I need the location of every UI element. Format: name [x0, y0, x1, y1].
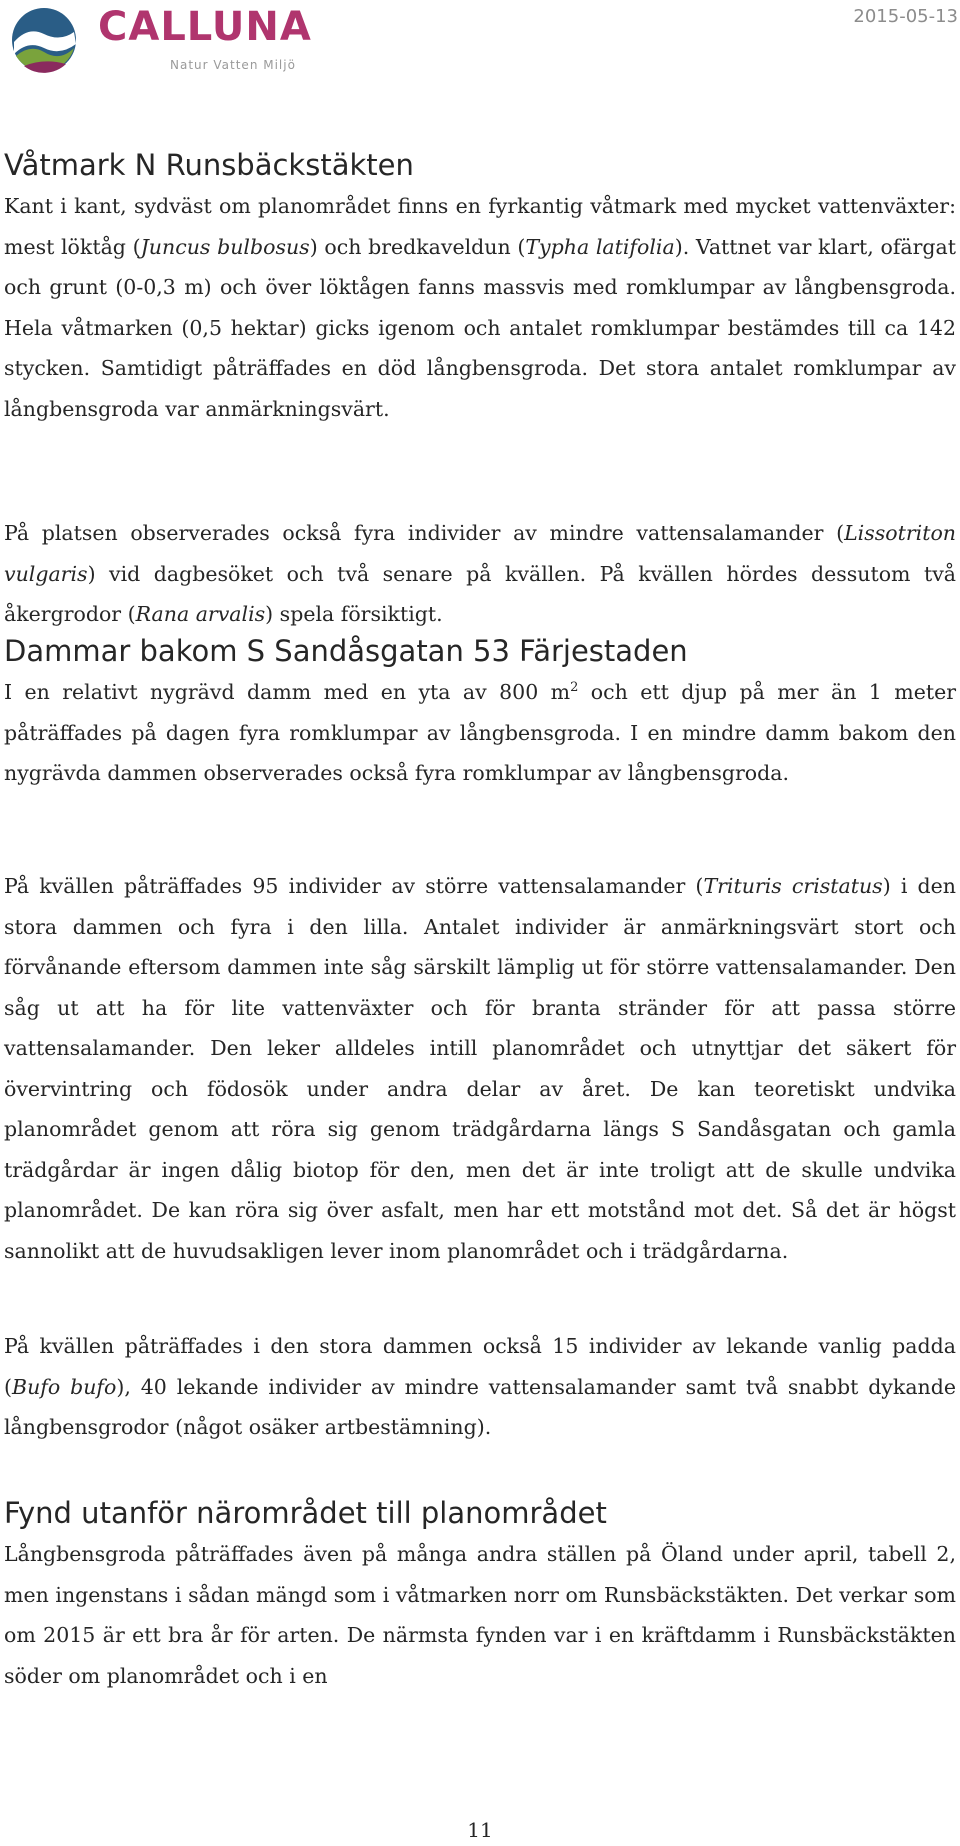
section-heading-vatmark: Våtmark N Runsbäckstäkten	[4, 148, 414, 182]
section-heading-fynd: Fynd utanför närområdet till planområdet	[4, 1496, 607, 1530]
header-date: 2015-05-13	[853, 6, 958, 27]
paragraph-dammar-3: På kvällen påträffades i den stora dammen också 15 individer av lekande vanlig padda (Bufo bufo), 40 lekande individer av mindre vattensalamander samt två snabbt dykande långbensgrodor (något osäker artbestämning).	[4, 1334, 956, 1439]
paragraph-dammar-1: I en relativt nygrävd damm med en yta av 800 $m^2$ och ett djup på mer än 1 meter påträffades på dagen fyra romklumpar av långbensgroda. I en mindre damm bakom den nygrävda dammen observerades också fyra romklumpar av långbensgroda.	[4, 680, 956, 785]
paragraph-dammar-2: På kvällen påträffades 95 individer av större vattensalamander (Trituris cristatus) i den stora dammen och fyra i den lilla. Antalet individer är anmärkningsvärt stort och förvånande eftersom dammen inte såg särskilt lämplig ut för större vattensalamander. Den såg ut att ha för lite vattenväxter och för branta stränder för att passa större vattensalamander. Den leker alldeles intill planområdet och utnyttjar det säkert för övervintring och födosök under andra delar av året. De kan teoretiskt undvika planområdet genom att röra sig genom trädgårdarna längs S Sandåsgatan och gamla trädgårdar är ingen dålig biotop för den, men det är inte troligt att de skulle undvika planområdet. De kan röra sig över asfalt, men har ett motstånd mot det. Så det är högst sannolikt att de huvudsakligen lever inom planområdet och i trädgårdarna.	[4, 874, 956, 1263]
paragraph-vatmark-2: På platsen observerades också fyra individer av mindre vattensalamander (Lissotriton vulgaris) vid dagbesöket och två senare på kvällen. På kvällen hördes dessutom två åkergrodor (Rana arvalis) spela försiktigt.	[4, 521, 956, 626]
page-number: 11	[467, 1818, 493, 1842]
logo-tagline: Natur Vatten Miljö	[170, 58, 296, 72]
logo-wordmark: CALLUNA	[98, 4, 312, 50]
section-heading-dammar: Dammar bakom S Sandåsgatan 53 Färjestaden	[4, 634, 688, 668]
paragraph-fynd-1: Långbensgroda påträffades även på många andra ställen på Öland under april, tabell 2, men ingenstans i sådan mängd som i våtmarken norr om Runsbäckstäkten. Det verkar som om 2015 är ett bra år för arten. De närmsta fynden var i en kräftdamm i Runsbäckstäkten söder om planområdet och i en	[4, 1542, 956, 1688]
paragraph-vatmark-1: Kant i kant, sydväst om planområdet finns en fyrkantig våtmark med mycket vattenväxter: mest löktåg (Juncus bulbosus) och bredkaveldun (Typha latifolia). Vattnet var klart, ofärgat och grunt (0-0,3 m) och över löktågen fanns massvis med romklumpar av långbensgroda. Hela våtmarken (0,5 hektar) gicks igenom och antalet romklumpar bestämdes till ca 142 stycken. Samtidigt påträffades en död långbensgroda. Det stora antalet romklumpar av långbensgroda var anmärkningsvärt.	[4, 194, 957, 421]
